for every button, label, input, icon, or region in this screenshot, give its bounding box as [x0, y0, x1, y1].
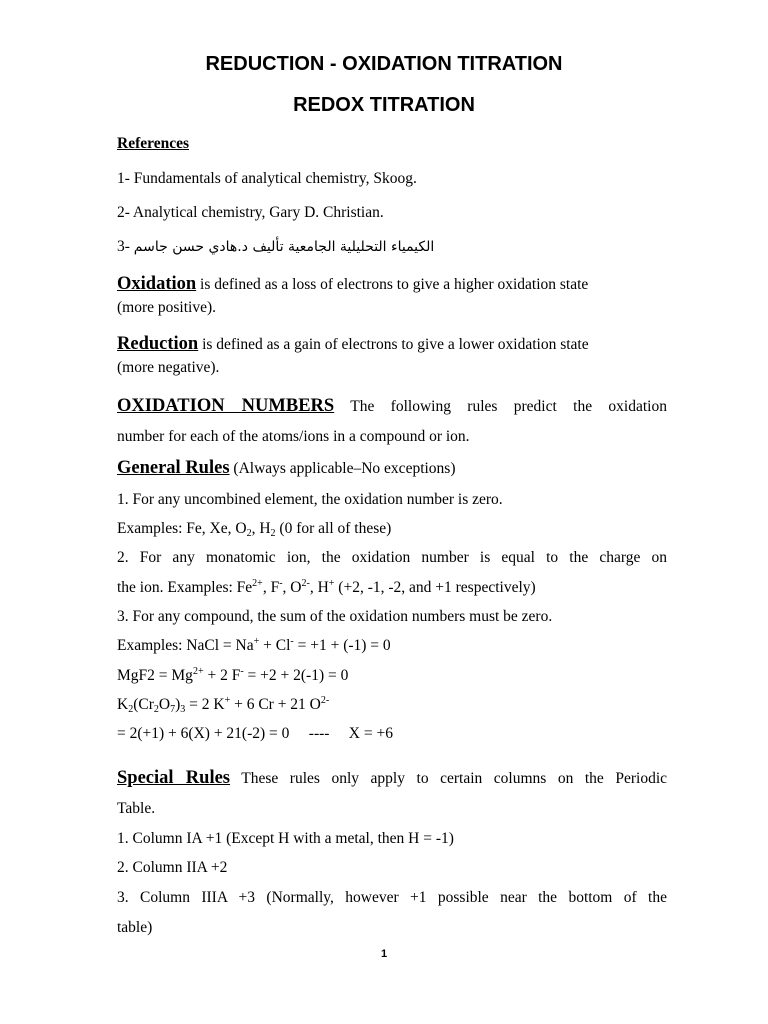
general-rule-3: 3. For any compound, the sum of the oxidation numbers must be zero.: [117, 608, 553, 625]
page-subtitle: REDOX TITRATION: [293, 94, 475, 116]
reduction-definition-line2: (more negative).: [117, 359, 220, 376]
general-rules-heading: General Rules (Always applicable–No exceptions): [117, 458, 456, 478]
general-rule-3-example-2: $MgF2 = Mg^{2+} + 2$ F- = +2 + 2(-1) = 0: [117, 666, 349, 684]
special-rule-3-line1: 3. Column IIIA +3 (Normally, however +1 possible near the bottom of the: [117, 889, 667, 906]
oxidation-numbers-line2: number for each of the atoms/ions in a compound or ion.: [117, 428, 470, 445]
reference-item-2: 2- Analytical chemistry, Gary D. Christian.: [117, 204, 384, 221]
special-rule-2: 2. Column IIA +2: [117, 859, 228, 876]
general-rule-3-example-4: = 2(+1) + 6(X) + 21(-2) = 0 ---- X = +6: [117, 725, 393, 742]
general-rule-1: 1. For any uncombined element, the oxidation number is zero.: [117, 491, 503, 508]
special-rules-line2: Table.: [117, 800, 156, 817]
special-rules-term: Special Rules: [117, 768, 231, 788]
general-rule-2-line1: 2. For any monatomic ion, the oxidation number is equal to the charge on: [117, 549, 667, 566]
page-number: 1: [380, 948, 388, 960]
general-rule-1-example: Examples: Fe, Xe, $O_2$, $H_2$ (0 for all of these): [117, 520, 392, 539]
general-rules-term: General Rules: [117, 458, 230, 478]
reduction-term: Reduction: [117, 334, 199, 354]
reduction-definition-line1: Reduction is defined as a gain of electrons to give a lower oxidation state: [117, 334, 589, 354]
reference-item-1: 1- Fundamentals of analytical chemistry, Skoog.: [117, 170, 417, 187]
general-rule-3-example-1: Examples: NaCl = Na+ + Cl- = +1 + (-1) = 0: [117, 636, 391, 654]
general-rule-3-example-3: $K_2(Cr_2O_7)_3 = 2$ K+ + 6 Cr + 21 $O^{2-}$: [117, 695, 330, 715]
oxidation-definition-line2: (more positive).: [117, 299, 217, 316]
special-rules-line1: Special Rules These rules only apply to certain columns on the Periodic: [117, 768, 667, 788]
page-title: REDUCTION - OXIDATION TITRATION: [205, 53, 563, 75]
reference-item-3-arabic: الكيمياء التحليلية الجامعية تأليف د.هادي حسن جاسم: [133, 239, 435, 255]
oxidation-numbers-term: OXIDATION NUMBERS: [117, 396, 335, 416]
general-rule-2-line2: the ion. Examples: $Fe^{2+}$, F-, $O^{2-}$, H+ (+2, -1, -2, and +1 respectively): [117, 578, 536, 596]
special-rule-1: 1. Column IA +1 (Except H with a metal, then H = -1): [117, 830, 454, 847]
reference-item-3: 3- الكيمياء التحليلية الجامعية تأليف د.هادي حسن جاسم: [117, 238, 435, 255]
oxidation-numbers-line1: OXIDATION NUMBERS The following rules predict the oxidation: [117, 396, 667, 416]
oxidation-term: Oxidation: [117, 274, 197, 294]
oxidation-definition-line1: Oxidation is defined as a loss of electrons to give a higher oxidation state: [117, 274, 589, 294]
references-heading: References: [117, 135, 190, 152]
special-rule-3-line2: table): [117, 919, 153, 936]
